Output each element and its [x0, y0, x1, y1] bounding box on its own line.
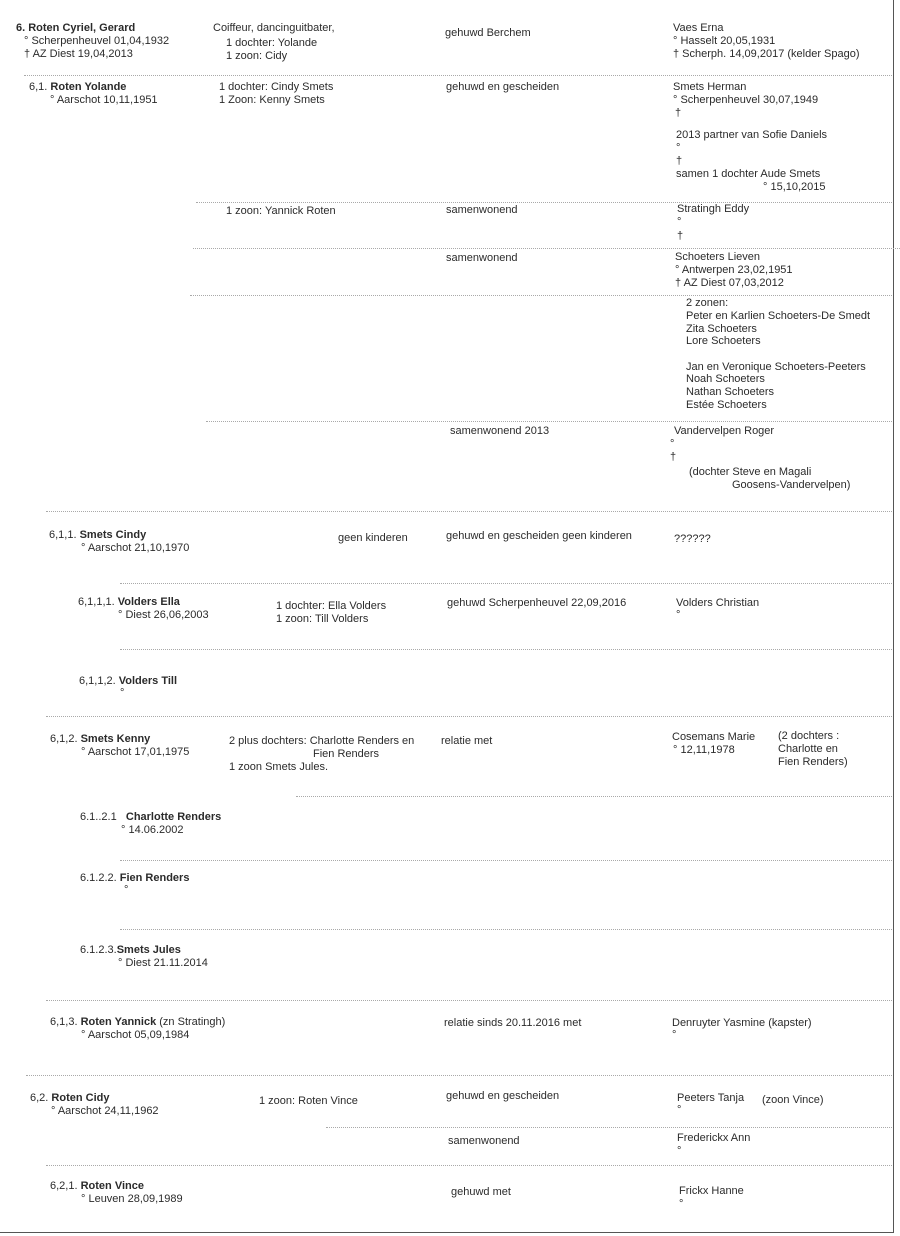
partner-birth: ° — [679, 1198, 684, 1210]
separator — [206, 421, 892, 422]
partner-birth: ° Hasselt 20,05,1931 — [673, 35, 776, 47]
person-name: 6,1,3. Roten Yannick (zn Stratingh) — [50, 1016, 226, 1028]
partner-name: Smets Herman — [673, 81, 747, 93]
person-name: 6,1,2. Smets Kenny — [50, 733, 151, 745]
partner-name: Cosemans Marie — [672, 731, 756, 743]
partner-name: Denruyter Yasmine (kapster) — [672, 1017, 812, 1029]
partner-name: ?????? — [674, 533, 711, 545]
children-list: Noah Schoeters — [686, 373, 765, 385]
partner-name: Schoeters Lieven — [675, 251, 760, 263]
partner-note: (2 dochters : — [778, 730, 840, 742]
partner-birth: ° 12,11,1978 — [673, 744, 735, 756]
separator — [120, 860, 892, 861]
separator — [46, 1165, 892, 1166]
partner-extra: 2013 partner van Sofie Daniels — [676, 129, 828, 141]
person-name: 6.1.2.2. Fien Renders — [80, 872, 190, 884]
separator — [120, 929, 892, 930]
separator — [120, 583, 892, 584]
partner-note: (dochter Steve en Magali — [689, 466, 812, 478]
notes: 1 zoon: Cidy — [226, 50, 288, 62]
children-list: Nathan Schoeters — [686, 386, 775, 398]
partner-note: Goosens-Vandervelpen) — [732, 479, 851, 491]
separator — [193, 248, 900, 249]
partner-birth: ° — [676, 609, 681, 621]
person-birth: ° Aarschot 05,09,1984 — [81, 1029, 190, 1041]
relation: gehuwd en gescheiden — [446, 81, 560, 93]
notes: 1 zoon: Yannick Roten — [226, 205, 336, 217]
notes: 1 zoon: Till Volders — [276, 613, 369, 625]
separator — [190, 295, 892, 296]
partner-name: Frickx Hanne — [679, 1185, 744, 1197]
notes: 2 plus dochters: Charlotte Renders en — [229, 735, 415, 747]
relation: samenwonend — [446, 204, 518, 216]
separator — [296, 796, 892, 797]
person-name: 6,1. Roten Yolande — [29, 81, 127, 93]
notes: 1 Zoon: Kenny Smets — [219, 94, 325, 106]
person-name: 6,1,1. Smets Cindy — [49, 529, 147, 541]
relation: gehuwd en gescheiden geen kinderen — [446, 530, 632, 542]
relation: gehuwd Berchem — [445, 27, 531, 39]
person-birth: ° Aarschot 17,01,1975 — [81, 746, 190, 758]
relation: gehuwd en gescheiden — [446, 1090, 560, 1102]
separator — [326, 1127, 892, 1128]
partner-note: Charlotte en — [778, 743, 838, 755]
partner-death: † — [675, 107, 682, 119]
separator — [24, 75, 892, 76]
person-name: 6,1,1,2. Volders Till — [79, 675, 178, 687]
notes: 1 zoon Smets Jules. — [229, 761, 329, 773]
children-list: Lore Schoeters — [686, 335, 761, 347]
person-birth: ° Aarschot 21,10,1970 — [81, 542, 190, 554]
partner-birth: ° Antwerpen 23,02,1951 — [675, 264, 793, 276]
partner-birth: ° — [670, 438, 675, 450]
partner-extra: ° — [676, 142, 681, 154]
children-list: Zita Schoeters — [686, 323, 757, 335]
notes: 1 zoon: Roten Vince — [259, 1095, 358, 1107]
partner-death: † AZ Diest 07,03,2012 — [675, 277, 784, 289]
person-death: † AZ Diest 19,04,2013 — [24, 48, 133, 60]
separator — [196, 202, 892, 203]
relation: gehuwd met — [451, 1186, 511, 1198]
notes: Fien Renders — [313, 748, 380, 760]
notes: 1 dochter: Ella Volders — [276, 600, 387, 612]
person-name: 6,2. Roten Cidy — [30, 1092, 110, 1104]
partner-birth: ° — [672, 1029, 677, 1041]
person-birth: ° Diest 26,06,2003 — [118, 609, 209, 621]
partner-extra: samen 1 dochter Aude Smets — [676, 168, 821, 180]
partner-birth: ° — [677, 216, 682, 228]
partner-name: Frederickx Ann — [677, 1132, 751, 1144]
notes: geen kinderen — [338, 532, 408, 544]
partner-death: † — [670, 451, 677, 463]
person-name: 6,1,1,1. Volders Ella — [78, 596, 180, 608]
relation: samenwonend — [446, 252, 518, 264]
partner-birth: ° — [677, 1145, 682, 1157]
person-birth: ° — [120, 687, 125, 699]
person-birth: ° Leuven 28,09,1989 — [81, 1193, 183, 1205]
partner-birth: ° — [677, 1104, 682, 1116]
separator — [46, 716, 892, 717]
partner-death: † — [677, 230, 684, 242]
notes: 1 dochter: Cindy Smets — [219, 81, 334, 93]
person-name: 6.1..2.1 Charlotte Renders — [80, 811, 222, 823]
relation: relatie sinds 20.11.2016 met — [444, 1017, 582, 1029]
person-birth: ° Aarschot 24,11,1962 — [51, 1105, 159, 1117]
partner-extra-date: ° 15,10,2015 — [763, 181, 826, 193]
partner-death: † Scherph. 14,09,2017 (kelder Spago) — [673, 48, 860, 60]
person-birth: ° Scherpenheuvel 01,04,1932 — [24, 35, 170, 47]
partner-extra: † — [676, 155, 683, 167]
children-list: Jan en Veronique Schoeters-Peeters — [686, 361, 866, 373]
separator — [26, 1075, 892, 1076]
person-birth: ° 14.06.2002 — [121, 824, 184, 836]
separator — [120, 649, 892, 650]
separator — [46, 511, 892, 512]
partner-birth: ° Scherpenheuvel 30,07,1949 — [673, 94, 819, 106]
children-list: Estée Schoeters — [686, 399, 767, 411]
relation: gehuwd Scherpenheuvel 22,09,2016 — [447, 597, 627, 609]
children-list: 2 zonen: — [686, 297, 729, 309]
person-birth: ° Diest 21.11.2014 — [118, 957, 208, 969]
partner-name: Vaes Erna — [673, 22, 724, 34]
children-list: Peter en Karlien Schoeters-De Smedt — [686, 310, 871, 322]
partner-name: Stratingh Eddy — [677, 203, 750, 215]
separator — [46, 1000, 892, 1001]
relation: relatie met — [441, 735, 493, 747]
partner-name: Peeters Tanja — [677, 1092, 745, 1104]
notes: Coiffeur, dancinguitbater, — [213, 22, 335, 34]
person-birth: ° Aarschot 10,11,1951 — [50, 94, 158, 106]
person-name: 6.1.2.3.Smets Jules — [80, 944, 181, 956]
person-birth: ° — [124, 884, 129, 896]
partner-name: Vandervelpen Roger — [674, 425, 775, 437]
partner-note: (zoon Vince) — [762, 1094, 824, 1106]
relation: samenwonend 2013 — [450, 425, 550, 437]
partner-note: Fien Renders) — [778, 756, 848, 768]
person-name: 6. Roten Cyriel, Gerard — [16, 22, 136, 34]
partner-name: Volders Christian — [676, 597, 760, 609]
person-name: 6,2,1. Roten Vince — [50, 1180, 144, 1192]
notes: 1 dochter: Yolande — [226, 37, 318, 49]
relation: samenwonend — [448, 1135, 520, 1147]
